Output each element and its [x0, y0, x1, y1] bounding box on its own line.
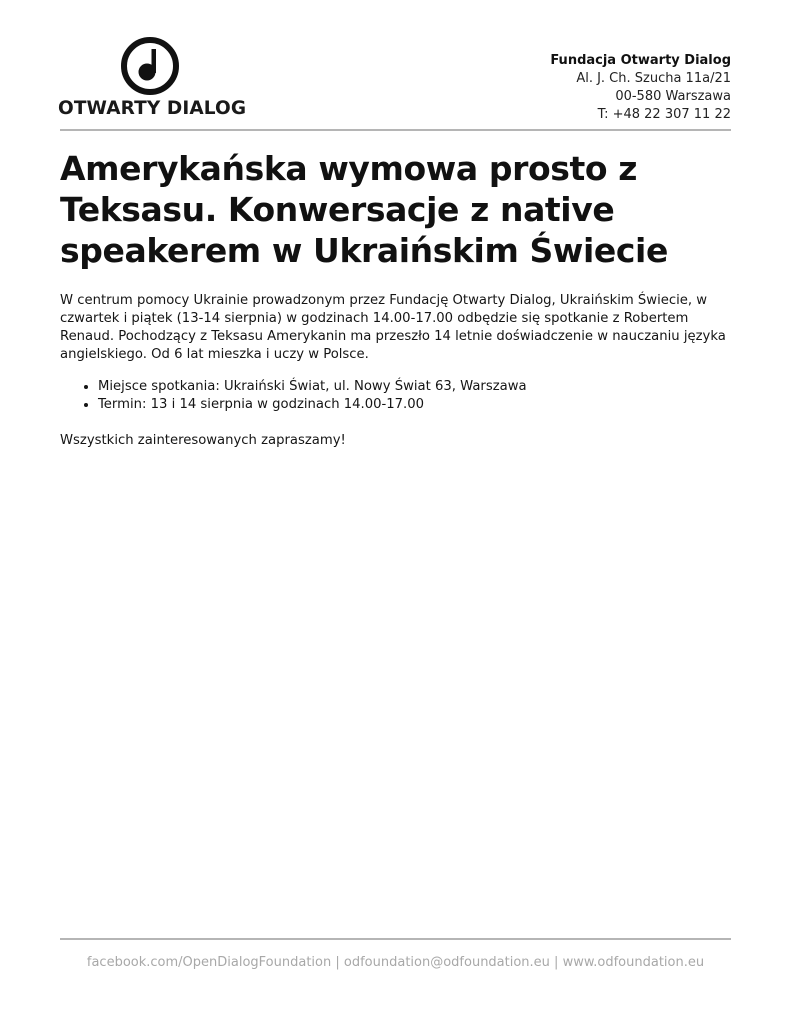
music-note-logo-icon [120, 36, 180, 96]
header-divider [60, 129, 731, 131]
phone-number: T: +48 22 307 11 22 [597, 107, 731, 122]
detail-location: • Miejsce spotkania: Ukraiński Świat, ul. Nowy Świat 63, Warszawa [98, 378, 740, 396]
logo [58, 36, 248, 126]
address-street: Al. J. Ch. Szucha 11a/21 [576, 71, 731, 86]
article-body [60, 292, 740, 450]
logo-text: OTWARTY DIALOG [58, 98, 247, 119]
footer-divider [60, 938, 731, 940]
organization-name: Fundacja Otwarty Dialog [550, 53, 731, 68]
address-city: 00-580 Warszawa [615, 89, 731, 104]
article-title: Amerykańska wymowa prosto z Teksasu. Konwersacje z native speakerem w Ukraińskim Świecie [60, 149, 668, 270]
intro-paragraph: W centrum pomocy Ukrainie prowadzonym przez Fundację Otwarty Dialog, Ukraińskim Świecie, w czwartek i piątek (13-14 sierpnia) w godzinach 14.00-17.00 odbędzie się spotkanie z Robertem Renaud. Pochodzący z Teksasu Amerykanin ma przeszło 14 letnie doświadczenie w nauczaniu języka angielskiego. Od 6 lat mieszka i uczy w Polsce. [60, 293, 726, 362]
closing-paragraph: Wszystkich zainteresowanych zapraszamy! [60, 433, 346, 448]
details-list [60, 378, 740, 414]
detail-date: • Termin: 13 i 14 sierpnia w godzinach 14.00-17.00 [98, 396, 740, 414]
contact-block [550, 52, 731, 124]
footer-links: facebook.com/OpenDialogFoundation | odfoundation@odfoundation.eu | www.odfoundation.eu [86, 955, 705, 970]
